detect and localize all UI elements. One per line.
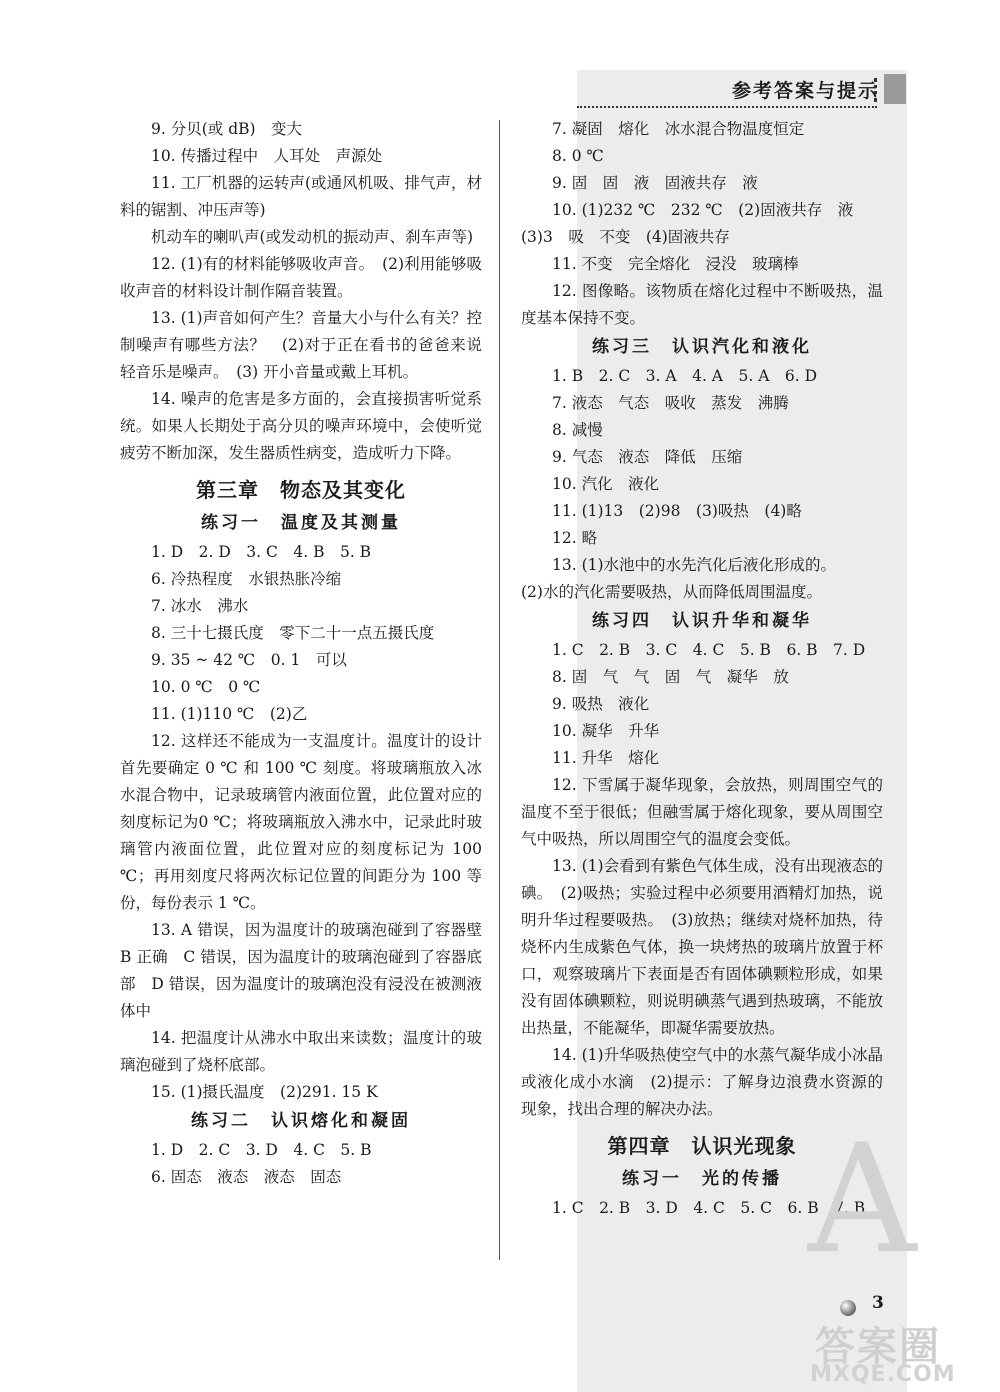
- answer-line: 14. 噪声的危害是多方面的，会直接损害听觉系统。如果人长期处于高分贝的噪声环境中，会使听觉疲劳不断加深，发生器质性病变，造成听力下降。: [120, 390, 482, 462]
- answer-line: 13. A 错误，因为温度计的玻璃泡碰到了容器壁 B 正确 C 错误，因为温度计的玻璃泡碰到了容器底部 D 错误，因为温度计的玻璃泡没有浸没在被测液体中: [120, 921, 498, 1020]
- answer-line: 12. 图像略。该物质在熔化过程中不断吸热，温度基本保持不变。: [521, 282, 883, 327]
- answer-line: 1. D 2. D 3. C 4. B 5. B: [151, 543, 372, 561]
- answer-line: 9. 气态 液态 降低 压缩: [552, 448, 743, 466]
- answer-line: 11. 升华 熔化: [552, 749, 660, 767]
- answer-line: 14. (1)升华吸热使空气中的水蒸气凝华成小冰晶或液化成小水滴 (2)提示：了解身边浪费水资源的现象，找出合理的解决办法。: [521, 1046, 883, 1118]
- section-heading: 练习四 认识升华和凝华: [592, 611, 812, 631]
- header-dotted-rule: [577, 106, 877, 108]
- section-heading: 练习二 认识熔化和凝固: [191, 1111, 411, 1131]
- answer-line: 9. 固 固 液 固液共存 液: [552, 174, 758, 192]
- section-heading: 练习三 认识汽化和液化: [592, 337, 812, 357]
- answer-line: 1. B 2. C 3. A 4. A 5. A 6. D: [552, 367, 818, 385]
- answer-line: 1. C 2. B 3. C 4. C 5. B 6. B 7. D: [552, 641, 866, 659]
- left-column: [120, 116, 498, 1191]
- answer-line: 7. 液态 气态 吸收 蒸发 沸腾: [552, 394, 789, 412]
- answer-line: 12. (1)有的材料能够吸收声音。 (2)利用能够吸收声音的材料设计制作隔音装置。: [120, 255, 482, 300]
- answer-line: 11. 工厂机器的运转声(或通风机吸、排气声，材料的锯割、冲压声等): [120, 174, 482, 219]
- answer-line: 10. 汽化 液化: [552, 475, 660, 493]
- right-column: [521, 116, 883, 1222]
- answer-line: 7. 冰水 沸水: [151, 597, 249, 615]
- answer-line: 12. 下雪属于凝华现象，会放热，则周围空气的温度不至于很低；但融雪属于熔化现象，要从周围空气中吸热，所以周围空气的温度会变低。: [521, 776, 883, 848]
- answer-line: 1. C 2. B 3. D 4. C 5. C 6. B 7. B: [552, 1199, 866, 1217]
- answer-line: 机动车的喇叭声(或发动机的振动声、刹车声等): [151, 228, 474, 246]
- answer-line: 13. (1)会看到有紫色气体生成，没有出现液态的碘。 (2)吸热；实验过程中必须要用酒精灯加热，说明升华过程要吸热。 (3)放热；继续对烧杯加热，待烧杯内生成紫色气体，换一块烤热的玻璃片放置于杯口，观察玻璃片下表面是否有固体碘颗粒形成，如果没有固体碘颗粒，则说明碘蒸气遇到热玻璃，不能放出热量，不能凝华，即凝华需要放热。: [521, 857, 883, 1037]
- watermark-logo: 答案圈: [815, 1324, 941, 1370]
- chapter-heading: 第四章 认识光现象: [607, 1134, 797, 1158]
- sphere-icon: [840, 1300, 856, 1316]
- answer-line: 9. 吸热 液化: [552, 695, 650, 713]
- answer-line: 10. 0 ℃ 0 ℃: [151, 678, 261, 696]
- section-heading: 练习一 光的传播: [622, 1169, 782, 1189]
- answer-line: 8. 固 气 气 固 气 凝华 放: [552, 668, 789, 686]
- header-vertical-dots: [874, 78, 881, 102]
- header-title: 参考答案与提示: [732, 80, 880, 102]
- answer-line: 13. (1)声音如何产生？音量大小与什么有关？控制噪声有哪些方法？ (2)对于正在看书的爸爸来说轻音乐是噪声。 (3) 开小音量或戴上耳机。: [120, 309, 482, 381]
- answer-line: 6. 冷热程度 水银热胀冷缩: [151, 570, 342, 588]
- decorative-letter: A: [808, 1113, 917, 1287]
- header-tab-marker: [884, 74, 906, 104]
- answer-line: 9. 分贝(或 dB) 变大: [151, 120, 303, 138]
- chapter-heading: 第三章 物态及其变化: [196, 478, 406, 502]
- answer-line: 7. 凝固 熔化 冰水混合物温度恒定: [552, 120, 805, 138]
- page-number: 3: [872, 1293, 884, 1313]
- answer-line: 12. 这样还不能成为一支温度计。温度计的设计首先要确定 0 ℃ 和 100 ℃ 刻度。将玻璃瓶放入冰水混合物中，记录玻璃管内液面位置，此位置对应的刻度标记为0 ℃；将玻璃瓶放入沸水中，记录此时玻璃管内液面位置，此位置对应的刻度标记为 100 ℃；再用刻度尺将两次标记位置的间距分为 100 等份，每份表示 1 ℃。: [120, 732, 482, 912]
- section-heading: 练习一 温度及其测量: [201, 513, 401, 533]
- answer-line: 10. 凝华 升华: [552, 722, 660, 740]
- answer-line: 8. 0 ℃: [552, 147, 604, 165]
- answer-line: 10. (1)232 ℃ 232 ℃ (2)固液共存 液: [552, 201, 854, 219]
- answer-line: 12. 略: [552, 529, 598, 547]
- answer-line: 11. (1)110 ℃ (2)乙: [151, 705, 308, 723]
- answer-line: 8. 三十七摄氏度 零下二十一点五摄氏度: [151, 624, 435, 642]
- answer-line: (2)水的汽化需要吸热，从而降低周围温度。: [521, 583, 822, 601]
- answer-line: 11. 不变 完全熔化 浸没 玻璃棒: [552, 255, 799, 273]
- answer-line: 13. (1)水池中的水先汽化后液化形成的。: [552, 556, 837, 574]
- answer-line: (3)3 吸 不变 (4)固液共存: [521, 228, 730, 246]
- answer-line: 9. 35 ~ 42 ℃ 0. 1 可以: [151, 651, 347, 669]
- column-divider: [499, 120, 500, 1260]
- answer-line: 10. 传播过程中 人耳处 声源处: [151, 147, 383, 165]
- answer-line: 1. D 2. C 3. D 4. C 5. B: [151, 1141, 372, 1159]
- watermark-url: MXQE.COM: [810, 1362, 956, 1387]
- answer-line: 15. (1)摄氏温度 (2)291. 15 K: [151, 1083, 378, 1101]
- answer-line: 14. 把温度计从沸水中取出来读数；温度计的玻璃泡碰到了烧杯底部。: [120, 1029, 482, 1074]
- answer-line: 11. (1)13 (2)98 (3)吸热 (4)略: [552, 502, 802, 520]
- page-header: [577, 72, 907, 108]
- answer-line: 6. 固态 液态 液态 固态: [151, 1168, 342, 1186]
- answer-line: 8. 减慢: [552, 421, 603, 439]
